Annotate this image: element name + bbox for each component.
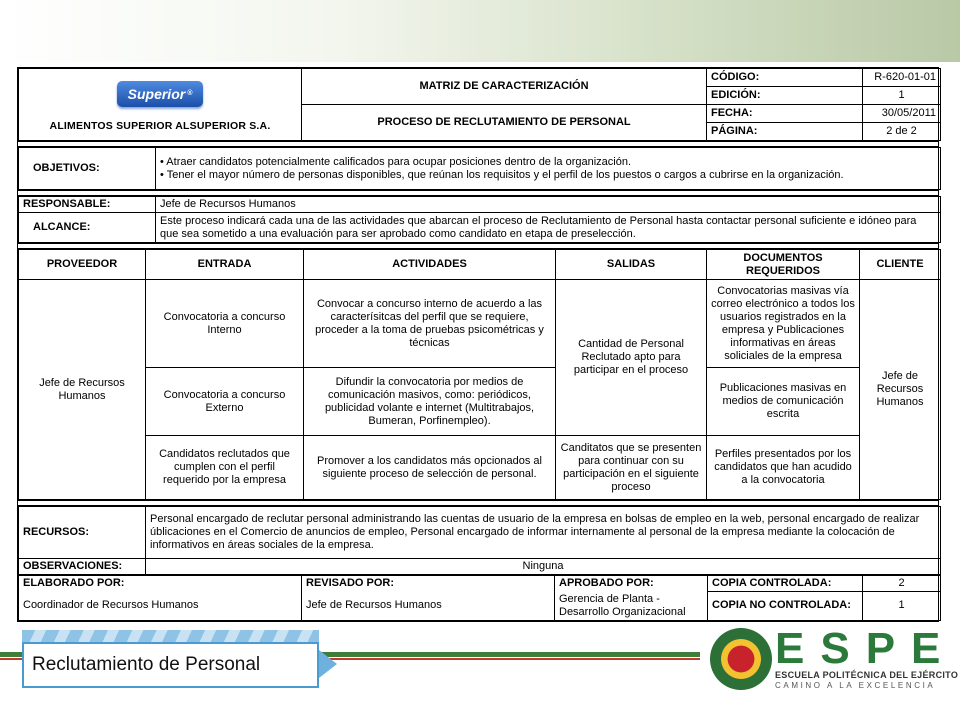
entrada-cell: Convocatoria a concurso Interno: [146, 280, 304, 368]
espe-name: ESCUELA POLITÉCNICA DEL EJÉRCITO: [775, 670, 959, 680]
responsable-value: Jefe de Recursos Humanos: [156, 197, 941, 213]
responsable-label: RESPONSABLE:: [19, 197, 156, 213]
top-gradient-band: [0, 0, 960, 62]
documento-cell: Publicaciones masivas en medios de comunicación escrita: [707, 368, 860, 436]
meta-label-edicion: EDICIÓN:: [707, 87, 863, 105]
title-arrow-icon: [319, 650, 337, 678]
copia-controlada-value: 2: [863, 576, 941, 592]
entrada-cell: Candidatos reclutados que cumplen con el perfil requerido por la empresa: [146, 436, 304, 500]
meta-label-codigo: CÓDIGO:: [707, 69, 863, 87]
superior-logo: Superior ®: [117, 81, 203, 107]
characterization-matrix-document: [17, 67, 939, 622]
matrix-title: MATRIZ DE CARACTERIZACIÓN: [302, 69, 707, 105]
proveedor-cell: Jefe de Recursos Humanos: [19, 280, 146, 500]
sipoc-matrix: [18, 249, 941, 500]
meta-value-pagina: 2 de 2: [863, 123, 941, 141]
actividad-cell: Convocar a concurso interno de acuerdo a las caracterísitcas del perfil que se requiere, proceder a la toma de pruebas psicométricas y técnicas: [304, 280, 556, 368]
company-name: ALIMENTOS SUPERIOR ALSUPERIOR S.A.: [49, 120, 271, 132]
header-cliente: CLIENTE: [860, 250, 941, 280]
header-actividades: ACTIVIDADES: [304, 250, 556, 280]
objetivo-item: • Atraer candidatos potencialmente calificados para ocupar posiciones dentro de la organización.: [160, 155, 632, 168]
title-stripes-decoration: [22, 630, 319, 642]
signoff-table: [18, 575, 941, 621]
alcance-label: ALCANCE:: [19, 213, 156, 243]
revisado-value: Jefe de Recursos Humanos: [302, 592, 555, 621]
meta-label-pagina: PÁGINA:: [707, 123, 863, 141]
actividad-cell: Promover a los candidatos más opcionados al siguiente proceso de selección de personal.: [304, 436, 556, 500]
observaciones-label: OBSERVACIONES:: [19, 559, 146, 575]
objetivos-value: [156, 148, 941, 190]
header-documentos: DOCUMENTOS REQUERIDOS: [707, 250, 860, 280]
espe-wordmark: ESPE: [775, 624, 957, 673]
espe-motto: CAMINO A LA EXCELENCIA: [775, 681, 936, 690]
actividad-cell: Difundir la convocatoria por medios de comunicación masivos, como: periódicos, publicidad volante e internet (Multitrabajos, Bumeran, Porfinempleo).: [304, 368, 556, 436]
salida-cell: Cantidad de Personal Reclutado apto para participar en el proceso: [556, 280, 707, 436]
revisado-label: REVISADO POR:: [302, 576, 555, 592]
responsable-table: [18, 196, 941, 243]
meta-value-fecha: 30/05/2011: [863, 105, 941, 123]
documento-cell: Convocatorias masivas vía correo electrónico a todos los usuarios registrados en la empresa y Publicaciones informativas en áreas soliciales de la empresa: [707, 280, 860, 368]
meta-value-edicion: 1: [863, 87, 941, 105]
aprobado-label: APROBADO POR:: [555, 576, 708, 592]
elaborado-value: Coordinador de Recursos Humanos: [19, 592, 302, 621]
copia-no-controlada-label: COPIA NO CONTROLADA:: [708, 592, 863, 621]
objetivo-item: • Tener el mayor número de personas disponibles, que reúnan los requisitos y el perfil de los puestos o cargos a cubrirse en la organización.: [160, 168, 844, 181]
copia-no-controlada-value: 1: [863, 592, 941, 621]
elaborado-label: ELABORADO POR:: [19, 576, 302, 592]
copia-controlada-label: COPIA CONTROLADA:: [708, 576, 863, 592]
entrada-cell: Convocatoria a concurso Externo: [146, 368, 304, 436]
header-table: [18, 68, 941, 141]
header-salidas: SALIDAS: [556, 250, 707, 280]
info-table: [18, 147, 941, 190]
meta-label-fecha: FECHA:: [707, 105, 863, 123]
slide-title: Reclutamiento de Personal: [22, 642, 319, 688]
meta-value-codigo: R-620-01-01: [863, 69, 941, 87]
aprobado-value: Gerencia de Planta - Desarrollo Organizacional: [555, 592, 708, 621]
header-entrada: ENTRADA: [146, 250, 304, 280]
recursos-table: [18, 506, 941, 575]
recursos-value: Personal encargado de reclutar personal administrando las cuentas de usuario de la empresa en bolsas de empleo en la web, personal encargado de realizar úblicaciones en el Comercio de anuncios de empleo, Personal encargado de informar internamente al personal de la empresa mediante la colocación de informativos en áreas sociales de la empresa.: [146, 507, 941, 559]
salida-cell: Canditatos que se presenten para continuar con su participación en el siguiente proceso: [556, 436, 707, 500]
espe-seal-icon: [710, 628, 772, 690]
observaciones-value: Ninguna: [146, 559, 941, 575]
cliente-cell: Jefe de Recursos Humanos: [860, 280, 941, 500]
alcance-value: Este proceso indicará cada una de las actividades que abarcan el proceso de Reclutamiento de Personal hasta contactar personal suficiente e idóneo para que sea sometido a una evaluación para ser aprobado como candidato en etapa de preselección.: [156, 213, 941, 243]
documento-cell: Perfiles presentados por los candidatos que han acudido a la convocatoria: [707, 436, 860, 500]
header-proveedor: PROVEEDOR: [19, 250, 146, 280]
process-title: PROCESO DE RECLUTAMIENTO DE PERSONAL: [302, 105, 707, 141]
company-logo-cell: [19, 69, 302, 141]
recursos-label: RECURSOS:: [19, 507, 146, 559]
objetivos-label: OBJETIVOS:: [19, 148, 156, 190]
